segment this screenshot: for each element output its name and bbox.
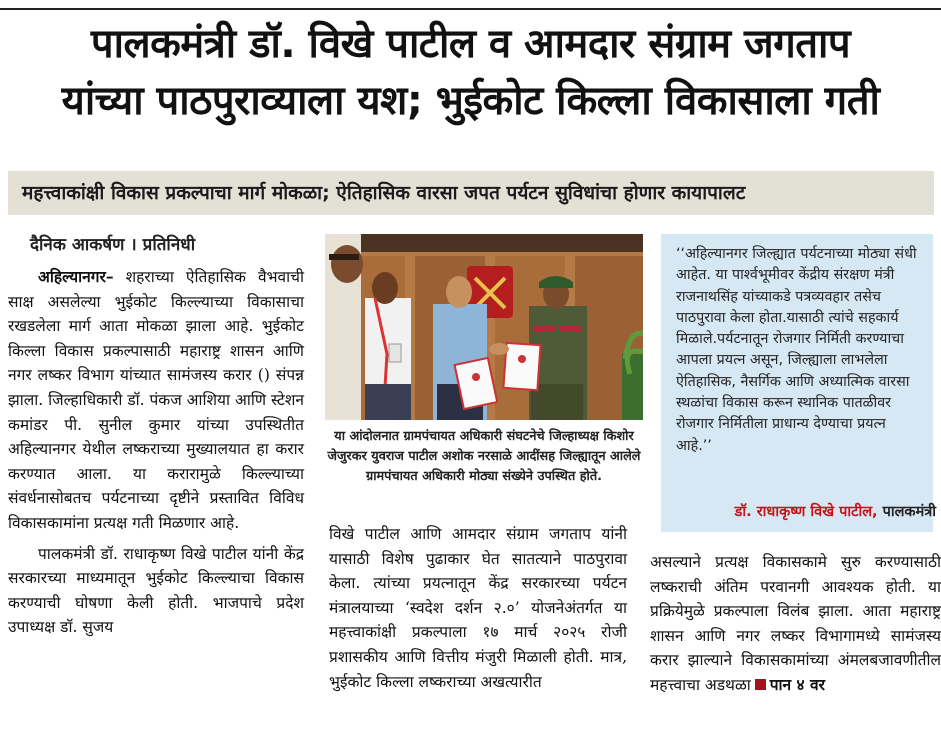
byline: दैनिक आकर्षण । प्रतिनिधी [30, 235, 196, 255]
headline [0, 16, 941, 130]
article-column-1 [8, 265, 304, 640]
dateline: अहिल्यानगर– [38, 267, 114, 286]
continued-on-page[interactable]: पान ४ वर [769, 675, 825, 694]
top-rule [0, 8, 941, 10]
article-column-3 [650, 550, 941, 698]
subheadline-banner [8, 171, 934, 215]
pull-quote-text: ‘‘अहिल्यानगर जिल्ह्यात पर्यटनाच्या मोठ्या संधी आहेत. या पार्श्वभूमीवर केंद्रीय संरक्षण मंत्री राजनाथसिंह यांच्याकडे पत्रव्यवहार तसेच पाठपुरावा केला होता.यासाठी त्यांचे सहकार्य मिळाले.पर्यटनातून रोजगार निर्मिती करण्याचा आपला प्रयत्न असून, जिल्ह्याला लाभलेला ऐतिहासिक, नैसर्गिक आणि अध्यात्मिक वारसा स्थळांचा विकास करून स्थानिक पातळीवर रोजगार निर्मितीला प्राधान्य देण्याचा प्रयत्न आहे.’’ [676, 246, 917, 454]
subheadline: महत्त्वाकांक्षी विकास प्रकल्पाचा मार्ग मोकळा; ऐतिहासिक वारसा जपत पर्यटन सुविधांचा होणार कायापालट [22, 182, 746, 204]
news-photo-illustration [325, 234, 643, 420]
paragraph-text: शहराच्या ऐतिहासिक वैभवाची साक्ष असलेल्या भुईकोट किल्ल्याच्या विकासाचा रखडलेला मार्ग आता मोकळा झाला आहे. भुईकोट किल्ला विकास प्रकल्पासाठी महाराष्ट्र शासन आणि नगर लष्कर विभाग यांच्यात सामंजस्य करार () संपन्न झाला. जिल्हाधिकारी डॉ. पंकज आशिया आणि स्टेशन कमांडर पी. सुनील कुमार यांच्या उपस्थितीत अहिल्यानगर येथील लष्कराच्या मुख्यालयात हा करार करण्यात आला. या करारामुळे किल्ल्याच्या संवर्धनासोबतच पर्यटनाच्या दृष्टीने प्रस्तावित विविध विकासकामांना प्रत्यक्ष गती मिळणार आहे. [8, 268, 304, 532]
quote-speaker-title: पालकमंत्री [882, 504, 936, 520]
headline-line-1: पालकमंत्री डॉ. विखे पाटील व आमदार संग्राम जगताप [90, 21, 851, 67]
news-photo [325, 234, 643, 420]
quote-speaker: डॉ. राधाकृष्ण विखे पाटील, [734, 504, 878, 520]
paragraph-text: असल्याने प्रत्यक्ष विकासकामे सुरु करण्यासाठी लष्कराची अंतिम परवानगी आवश्यक होती. या प्रक्रियेमुळे प्रकल्पाला विलंब झाला. आता महाराष्ट्र शासन आणि नगर लष्कर विभागामध्ये सामंजस्य करार झाल्याने विकासकामांच्या अंमलबजावणीतील महत्त्वाचा अडथळा [650, 553, 941, 694]
jump-square-icon [755, 679, 766, 690]
article-paragraph: पालकमंत्री डॉ. राधाकृष्ण विखे पाटील यांनी केंद्र सरकारच्या माध्यमातून भुईकोट किल्ल्याचा विकास करण्याची घोषणा केली होती. भाजपाचे प्रदेश उपाध्यक्ष डॉ. सुजय [8, 544, 304, 637]
article-paragraph [650, 550, 941, 698]
article-column-2 [329, 522, 627, 694]
pull-quote-attribution [676, 501, 936, 521]
headline-line-2: यांच्या पाठपुराव्याला यश; भुईकोट किल्ला विकासाला गती [61, 78, 880, 124]
photo-caption: या आंदोलनात ग्रामपंचायत अधिकारी संघटनेचे जिल्हाध्यक्ष किशोर जेजुरकर युवराज पाटील अशोक नरसाळे आदींसह जिल्ह्यातून आलेले ग्रामपंचायत अधिकारी मोठ्या संख्येने उपस्थित होते. [327, 429, 641, 484]
article-paragraph: विखे पाटील आणि आमदार संग्राम जगताप यांनी यासाठी विशेष पुढाकार घेत सातत्याने पाठपुरावा केला. त्यांच्या प्रयत्नातून केंद्र सरकारच्या पर्यटन मंत्रालयाच्या ‘स्वदेश दर्शन २.०’ योजनेअंतर्गत या महत्त्वाकांक्षी प्रकल्पाला १७ मार्च २०२५ रोजी प्रशासकीय आणि वित्तीय मंजुरी मिळाली होती. मात्र, भुईकोट किल्ला लष्कराच्या अखत्यारीत [329, 525, 627, 691]
article-paragraph [8, 265, 304, 536]
